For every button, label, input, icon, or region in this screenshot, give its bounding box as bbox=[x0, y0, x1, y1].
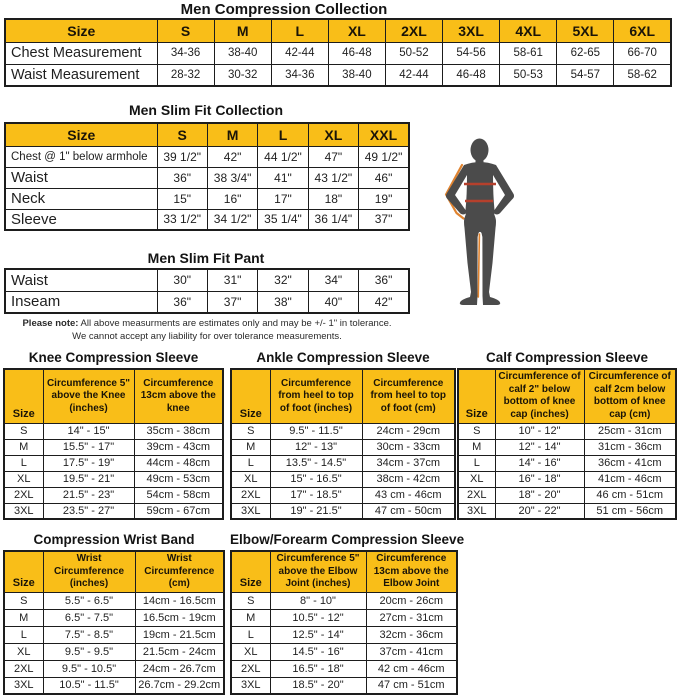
column-header: Size bbox=[231, 369, 270, 423]
table-row bbox=[458, 487, 676, 503]
column-header: Size bbox=[4, 551, 43, 592]
size-cell: S bbox=[458, 423, 495, 439]
table-row bbox=[4, 660, 224, 677]
value-cell: 36" bbox=[157, 167, 207, 188]
value-cell: 41" bbox=[258, 167, 308, 188]
value-cell: 10" - 12" bbox=[495, 423, 584, 439]
column-header: Circumference of calf 2cm below bottom of knee cap (cm) bbox=[584, 369, 676, 423]
men-slim-fit-collection-title: Men Slim Fit Collection bbox=[128, 102, 283, 118]
row-label-cell: Neck bbox=[5, 188, 157, 209]
elbow-sleeve-section bbox=[230, 532, 465, 695]
table-row bbox=[5, 291, 409, 313]
column-header: Size bbox=[5, 123, 157, 146]
size-cell: M bbox=[4, 439, 43, 455]
value-cell: 19" bbox=[359, 188, 409, 209]
size-cell: XL bbox=[231, 471, 270, 487]
ankle-sleeve-section bbox=[230, 350, 456, 520]
value-cell: 42" bbox=[207, 146, 257, 167]
size-cell: L bbox=[4, 455, 43, 471]
value-cell: 35cm - 38cm bbox=[134, 423, 223, 439]
ankle-sleeve-title: Ankle Compression Sleeve bbox=[256, 350, 430, 365]
column-header: 3XL bbox=[443, 19, 500, 42]
value-cell: 15" bbox=[157, 188, 207, 209]
size-cell: M bbox=[231, 439, 270, 455]
table-row bbox=[5, 188, 409, 209]
value-cell: 9.5" - 11.5" bbox=[270, 423, 362, 439]
value-cell: 37" bbox=[207, 291, 257, 313]
value-cell: 26.7cm - 29.2cm bbox=[135, 677, 224, 694]
male-silhouette-figure bbox=[435, 125, 535, 320]
value-cell: 54-57 bbox=[557, 64, 614, 86]
table-row bbox=[4, 643, 224, 660]
value-cell: 13.5" - 14.5" bbox=[270, 455, 362, 471]
column-header: Wrist Circumference (inches) bbox=[43, 551, 135, 592]
value-cell: 21.5cm - 24cm bbox=[135, 643, 224, 660]
table-row bbox=[231, 487, 455, 503]
value-cell: 38 3/4" bbox=[207, 167, 257, 188]
value-cell: 49 1/2" bbox=[359, 146, 409, 167]
size-cell: XL bbox=[4, 471, 43, 487]
value-cell: 19" - 21.5" bbox=[270, 503, 362, 519]
value-cell: 44cm - 48cm bbox=[134, 455, 223, 471]
header-row bbox=[458, 369, 676, 423]
knee-sleeve-section bbox=[3, 350, 224, 520]
table-row bbox=[5, 269, 409, 291]
value-cell: 25cm - 31cm bbox=[584, 423, 676, 439]
row-label-cell: Inseam bbox=[5, 291, 157, 313]
size-cell: 3XL bbox=[231, 503, 270, 519]
value-cell: 47" bbox=[308, 146, 358, 167]
value-cell: 42 cm - 46cm bbox=[366, 660, 457, 677]
size-cell: S bbox=[4, 592, 43, 609]
size-cell: L bbox=[231, 626, 270, 643]
value-cell: 18" - 20" bbox=[495, 487, 584, 503]
value-cell: 35 1/4" bbox=[258, 209, 308, 230]
header-row bbox=[231, 551, 457, 592]
column-header: Circumference from heel to top of foot (cm) bbox=[362, 369, 455, 423]
knee-sleeve-title: Knee Compression Sleeve bbox=[28, 350, 199, 365]
table-row bbox=[231, 626, 457, 643]
table-row bbox=[231, 609, 457, 626]
size-cell: XL bbox=[458, 471, 495, 487]
value-cell: 15" - 16.5" bbox=[270, 471, 362, 487]
table-row bbox=[5, 167, 409, 188]
tolerance-note-line2: We cannot accept any liability for over tolerance measurements. bbox=[72, 331, 342, 342]
table-row bbox=[4, 439, 223, 455]
tolerance-note-line1: Please note: All above measurments are estimates only and may be +/- 1" in tolerance. bbox=[22, 318, 392, 329]
value-cell: 34 1/2" bbox=[207, 209, 257, 230]
value-cell: 42" bbox=[359, 291, 409, 313]
table-row bbox=[231, 660, 457, 677]
column-header: 2XL bbox=[385, 19, 442, 42]
value-cell: 54cm - 58cm bbox=[134, 487, 223, 503]
row-label-cell: Waist bbox=[5, 269, 157, 291]
size-cell: 3XL bbox=[231, 677, 270, 694]
column-header: Size bbox=[231, 551, 270, 592]
value-cell: 20cm - 26cm bbox=[366, 592, 457, 609]
table-row bbox=[4, 487, 223, 503]
elbow-sleeve-title: Elbow/Forearm Compression Sleeve bbox=[230, 532, 465, 547]
column-header: L bbox=[258, 123, 308, 146]
value-cell: 28-32 bbox=[157, 64, 214, 86]
value-cell: 24cm - 29cm bbox=[362, 423, 455, 439]
value-cell: 34cm - 37cm bbox=[362, 455, 455, 471]
value-cell: 6.5" - 7.5" bbox=[43, 609, 135, 626]
size-cell: XL bbox=[4, 643, 43, 660]
value-cell: 36 1/4" bbox=[308, 209, 358, 230]
size-cell: L bbox=[458, 455, 495, 471]
value-cell: 46" bbox=[359, 167, 409, 188]
column-header: Size bbox=[4, 369, 43, 423]
value-cell: 46-48 bbox=[443, 64, 500, 86]
value-cell: 46 cm - 51cm bbox=[584, 487, 676, 503]
value-cell: 32cm - 36cm bbox=[366, 626, 457, 643]
wrist-band-table bbox=[3, 550, 225, 695]
column-header: S bbox=[157, 19, 214, 42]
value-cell: 36" bbox=[359, 269, 409, 291]
table-row bbox=[4, 471, 223, 487]
value-cell: 7.5" - 8.5" bbox=[43, 626, 135, 643]
wrist-band-title: Compression Wrist Band bbox=[33, 532, 195, 547]
value-cell: 14cm - 16.5cm bbox=[135, 592, 224, 609]
value-cell: 10.5" - 12" bbox=[270, 609, 366, 626]
column-header: Circumference 5" above the Elbow Joint (inches) bbox=[270, 551, 366, 592]
table-row bbox=[5, 209, 409, 230]
size-cell: 2XL bbox=[458, 487, 495, 503]
table-row bbox=[458, 439, 676, 455]
value-cell: 16.5cm - 19cm bbox=[135, 609, 224, 626]
header-row bbox=[4, 551, 224, 592]
table-row bbox=[4, 677, 224, 694]
value-cell: 24cm - 26.7cm bbox=[135, 660, 224, 677]
value-cell: 16" - 18" bbox=[495, 471, 584, 487]
table-row bbox=[231, 423, 455, 439]
value-cell: 30cm - 33cm bbox=[362, 439, 455, 455]
value-cell: 38" bbox=[258, 291, 308, 313]
value-cell: 42-44 bbox=[385, 64, 442, 86]
value-cell: 58-62 bbox=[614, 64, 671, 86]
header-row bbox=[4, 369, 223, 423]
wrist-band-section bbox=[3, 532, 225, 695]
value-cell: 30-32 bbox=[214, 64, 271, 86]
table-row bbox=[231, 439, 455, 455]
value-cell: 34-36 bbox=[271, 64, 328, 86]
column-header: Circumference of calf 2" below bottom of knee cap (inches) bbox=[495, 369, 584, 423]
value-cell: 40" bbox=[308, 291, 358, 313]
value-cell: 44 1/2" bbox=[258, 146, 308, 167]
value-cell: 50-53 bbox=[500, 64, 557, 86]
value-cell: 41cm - 46cm bbox=[584, 471, 676, 487]
value-cell: 42-44 bbox=[271, 42, 328, 64]
value-cell: 10.5" - 11.5" bbox=[43, 677, 135, 694]
value-cell: 23.5" - 27" bbox=[43, 503, 134, 519]
table-row bbox=[458, 503, 676, 519]
column-header: 5XL bbox=[557, 19, 614, 42]
value-cell: 50-52 bbox=[385, 42, 442, 64]
table-row bbox=[231, 503, 455, 519]
table-row bbox=[5, 146, 409, 167]
value-cell: 38-40 bbox=[328, 64, 385, 86]
value-cell: 14" - 15" bbox=[43, 423, 134, 439]
value-cell: 59cm - 67cm bbox=[134, 503, 223, 519]
table-row bbox=[4, 609, 224, 626]
value-cell: 18" bbox=[308, 188, 358, 209]
value-cell: 34" bbox=[308, 269, 358, 291]
row-label-cell: Waist bbox=[5, 167, 157, 188]
value-cell: 20" - 22" bbox=[495, 503, 584, 519]
value-cell: 9.5" - 10.5" bbox=[43, 660, 135, 677]
size-cell: M bbox=[458, 439, 495, 455]
table-row bbox=[5, 42, 671, 64]
value-cell: 12" - 14" bbox=[495, 439, 584, 455]
table-row bbox=[4, 503, 223, 519]
value-cell: 14" - 16" bbox=[495, 455, 584, 471]
table-row bbox=[231, 592, 457, 609]
value-cell: 17.5" - 19" bbox=[43, 455, 134, 471]
value-cell: 12.5" - 14" bbox=[270, 626, 366, 643]
column-header: XL bbox=[328, 19, 385, 42]
value-cell: 18.5" - 20" bbox=[270, 677, 366, 694]
calf-sleeve-table bbox=[457, 368, 677, 520]
size-cell: L bbox=[4, 626, 43, 643]
value-cell: 19cm - 21.5cm bbox=[135, 626, 224, 643]
value-cell: 34-36 bbox=[157, 42, 214, 64]
value-cell: 19.5" - 21" bbox=[43, 471, 134, 487]
size-cell: S bbox=[231, 423, 270, 439]
men-slim-fit-pant-table bbox=[4, 268, 410, 314]
table-row bbox=[231, 643, 457, 660]
value-cell: 12" - 13" bbox=[270, 439, 362, 455]
size-cell: M bbox=[4, 609, 43, 626]
row-label-cell: Chest @ 1" below armhole bbox=[5, 146, 157, 167]
knee-sleeve-table bbox=[3, 368, 224, 520]
header-row bbox=[231, 369, 455, 423]
value-cell: 15.5" - 17" bbox=[43, 439, 134, 455]
row-label-cell: Chest Measurement bbox=[5, 42, 157, 64]
value-cell: 32" bbox=[258, 269, 308, 291]
size-cell: 2XL bbox=[231, 487, 270, 503]
size-cell: S bbox=[4, 423, 43, 439]
value-cell: 39 1/2" bbox=[157, 146, 207, 167]
value-cell: 16" bbox=[207, 188, 257, 209]
column-header: Size bbox=[458, 369, 495, 423]
value-cell: 27cm - 31cm bbox=[366, 609, 457, 626]
column-header: S bbox=[157, 123, 207, 146]
column-header: 4XL bbox=[500, 19, 557, 42]
row-label-cell: Sleeve bbox=[5, 209, 157, 230]
value-cell: 66-70 bbox=[614, 42, 671, 64]
value-cell: 5.5" - 6.5" bbox=[43, 592, 135, 609]
men-slim-fit-pant-title: Men Slim Fit Pant bbox=[147, 250, 265, 266]
size-cell: 2XL bbox=[4, 487, 43, 503]
header-row bbox=[5, 123, 409, 146]
header-row bbox=[5, 19, 671, 42]
value-cell: 47 cm - 50cm bbox=[362, 503, 455, 519]
column-header: Circumference from heel to top of foot (inches) bbox=[270, 369, 362, 423]
value-cell: 38cm - 42cm bbox=[362, 471, 455, 487]
row-label-cell: Waist Measurement bbox=[5, 64, 157, 86]
value-cell: 43 1/2" bbox=[308, 167, 358, 188]
size-cell: 3XL bbox=[4, 677, 43, 694]
table-row bbox=[231, 455, 455, 471]
size-cell: 2XL bbox=[4, 660, 43, 677]
value-cell: 14.5" - 16" bbox=[270, 643, 366, 660]
table-row bbox=[4, 423, 223, 439]
value-cell: 39cm - 43cm bbox=[134, 439, 223, 455]
value-cell: 46-48 bbox=[328, 42, 385, 64]
table-row bbox=[458, 455, 676, 471]
value-cell: 38-40 bbox=[214, 42, 271, 64]
table-row bbox=[231, 471, 455, 487]
table-row bbox=[4, 592, 224, 609]
value-cell: 31" bbox=[207, 269, 257, 291]
table-row bbox=[4, 626, 224, 643]
column-header: Circumference 13cm above the knee bbox=[134, 369, 223, 423]
value-cell: 30" bbox=[157, 269, 207, 291]
column-header: XXL bbox=[359, 123, 409, 146]
size-cell: M bbox=[231, 609, 270, 626]
table-row bbox=[231, 677, 457, 694]
column-header: M bbox=[207, 123, 257, 146]
value-cell: 58-61 bbox=[500, 42, 557, 64]
tolerance-note-bold: Please note: bbox=[22, 318, 79, 329]
column-header: Size bbox=[5, 19, 157, 42]
value-cell: 17" - 18.5" bbox=[270, 487, 362, 503]
calf-sleeve-section bbox=[457, 350, 677, 520]
calf-sleeve-title: Calf Compression Sleeve bbox=[485, 350, 649, 365]
column-header: L bbox=[271, 19, 328, 42]
value-cell: 51 cm - 56cm bbox=[584, 503, 676, 519]
table-row bbox=[5, 64, 671, 86]
value-cell: 49cm - 53cm bbox=[134, 471, 223, 487]
value-cell: 36cm - 41cm bbox=[584, 455, 676, 471]
value-cell: 43 cm - 46cm bbox=[362, 487, 455, 503]
elbow-sleeve-table bbox=[230, 550, 458, 695]
tolerance-note bbox=[0, 317, 414, 343]
value-cell: 17" bbox=[258, 188, 308, 209]
size-cell: S bbox=[231, 592, 270, 609]
size-cell: XL bbox=[231, 643, 270, 660]
men-compression-collection-title: Men Compression Collection bbox=[180, 1, 388, 18]
column-header: Wrist Circumference (cm) bbox=[135, 551, 224, 592]
table-row bbox=[4, 455, 223, 471]
value-cell: 33 1/2" bbox=[157, 209, 207, 230]
size-cell: 3XL bbox=[4, 503, 43, 519]
table-row bbox=[458, 471, 676, 487]
column-header: Circumference 13cm above the Elbow Joint bbox=[366, 551, 457, 592]
ankle-sleeve-table bbox=[230, 368, 456, 520]
value-cell: 37cm - 41cm bbox=[366, 643, 457, 660]
column-header: 6XL bbox=[614, 19, 671, 42]
value-cell: 62-65 bbox=[557, 42, 614, 64]
men-slim-fit-collection-table bbox=[4, 122, 410, 231]
table-row bbox=[458, 423, 676, 439]
column-header: XL bbox=[308, 123, 358, 146]
value-cell: 8" - 10" bbox=[270, 592, 366, 609]
value-cell: 54-56 bbox=[443, 42, 500, 64]
size-cell: 3XL bbox=[458, 503, 495, 519]
value-cell: 16.5" - 18" bbox=[270, 660, 366, 677]
size-cell: 2XL bbox=[231, 660, 270, 677]
value-cell: 47 cm - 51cm bbox=[366, 677, 457, 694]
inseam-measure-line bbox=[478, 234, 479, 297]
value-cell: 31cm - 36cm bbox=[584, 439, 676, 455]
men-compression-collection-table bbox=[4, 18, 672, 87]
column-header: M bbox=[214, 19, 271, 42]
value-cell: 37" bbox=[359, 209, 409, 230]
value-cell: 9.5" - 9.5" bbox=[43, 643, 135, 660]
value-cell: 36" bbox=[157, 291, 207, 313]
size-cell: L bbox=[231, 455, 270, 471]
value-cell: 21.5" - 23" bbox=[43, 487, 134, 503]
column-header: Circumference 5" above the Knee (inches) bbox=[43, 369, 134, 423]
